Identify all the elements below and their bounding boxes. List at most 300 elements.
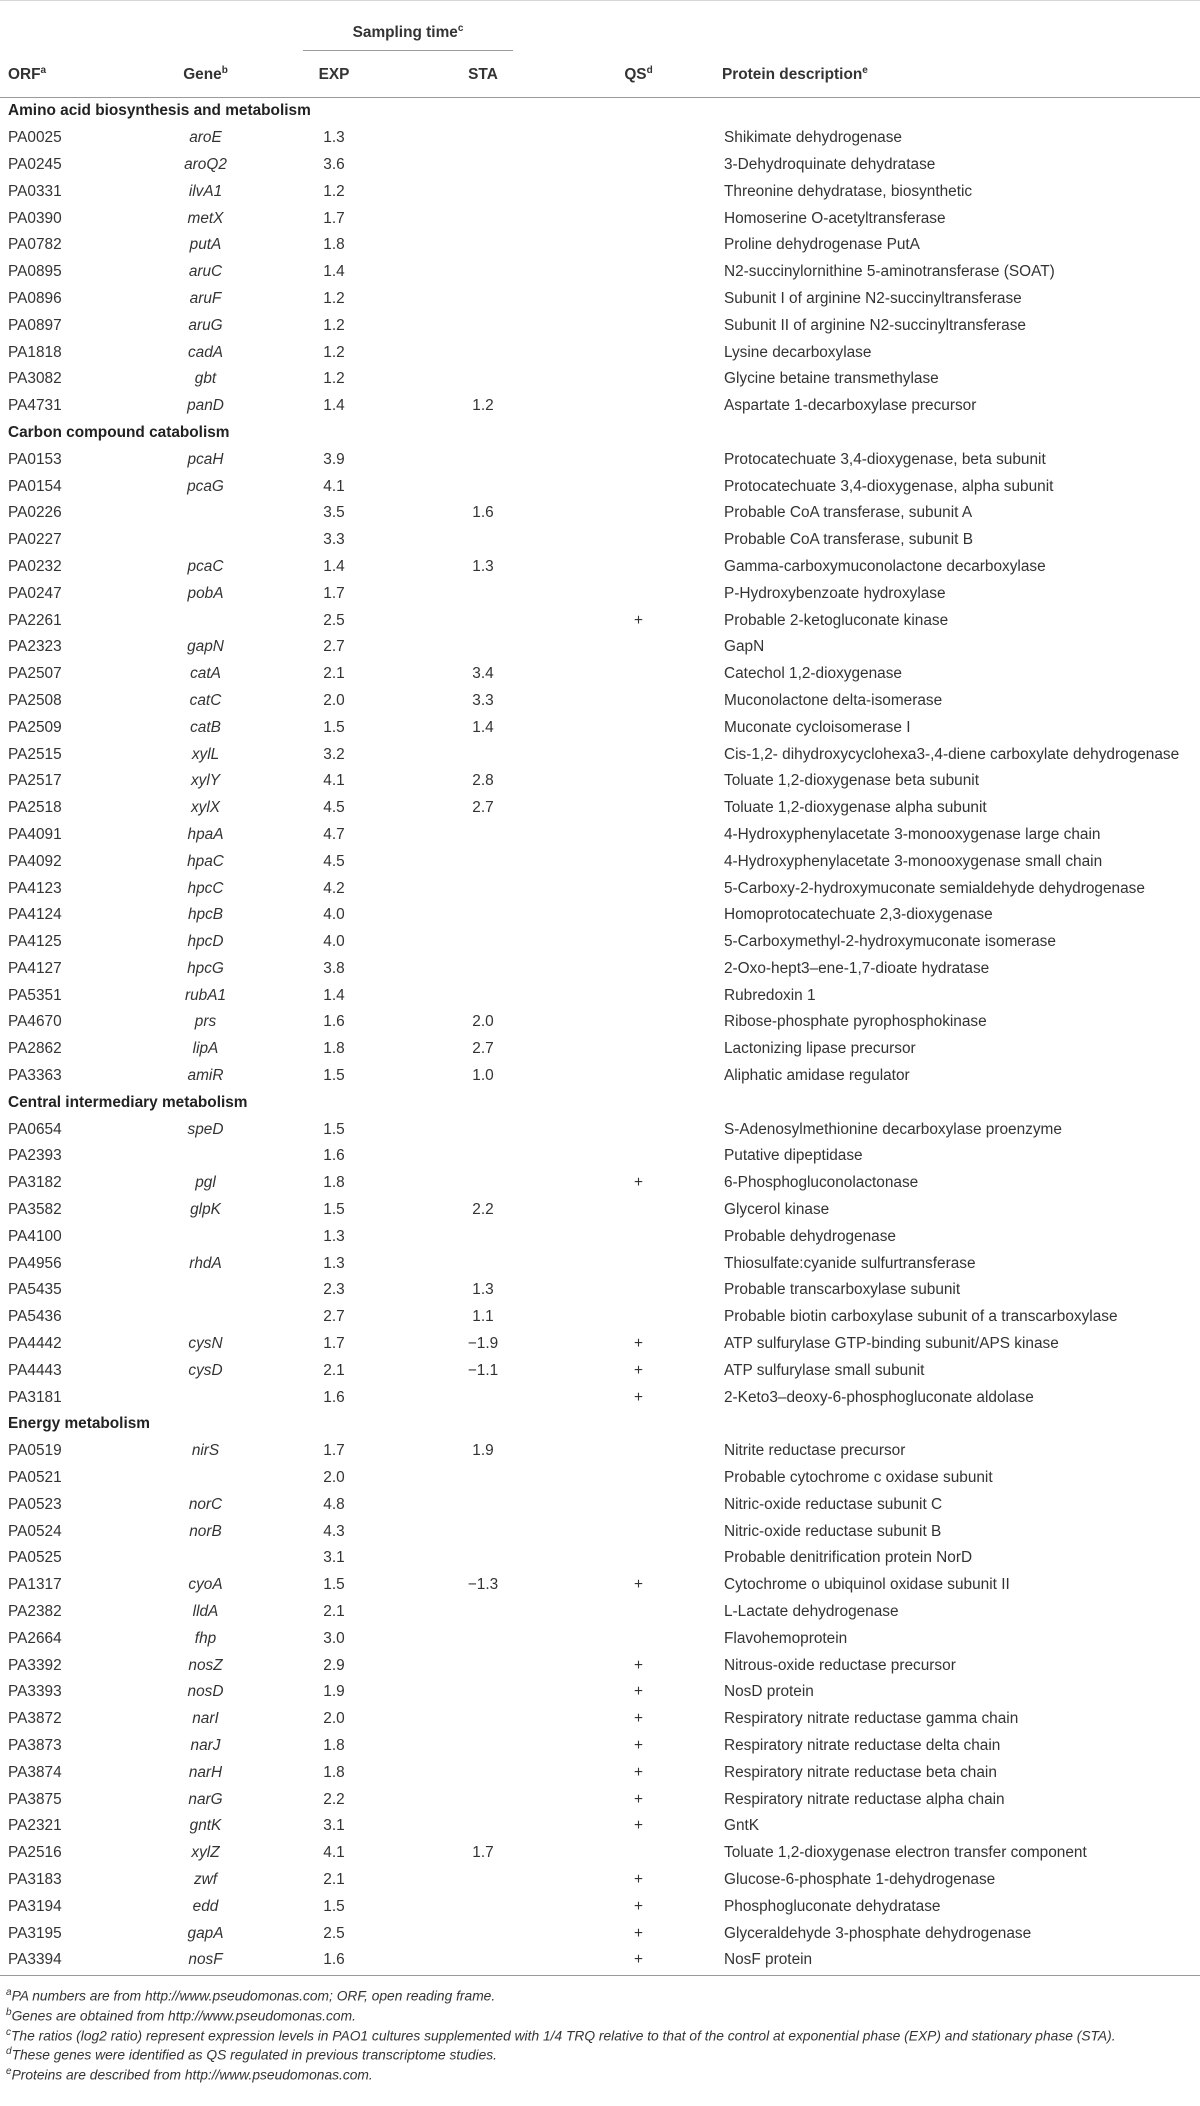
description-cell: Lactonizing lipase precursor: [724, 1040, 916, 1058]
orf-cell: PA4123: [8, 879, 62, 897]
orf-cell: PA0025: [8, 129, 62, 147]
sta-cell: [405, 366, 553, 393]
table-row: [0, 152, 1200, 179]
orf-cell: PA0896: [8, 289, 62, 307]
exp-cell: 1.2: [323, 370, 345, 388]
table-body: [0, 98, 1200, 1974]
sta-cell: [405, 1143, 553, 1170]
description-cell: 4-Hydroxyphenylacetate 3-monooxygenase small chain: [724, 852, 1103, 870]
qs-cell: +: [634, 1870, 643, 1888]
sta-cell: [405, 1223, 553, 1250]
gene-column-header: Gene$^b$: [148, 53, 255, 98]
sta-cell: [405, 1170, 553, 1197]
gene-cell: catA: [190, 665, 221, 683]
gene-cell: lipA: [192, 1040, 219, 1058]
table-row: [0, 848, 1200, 875]
exp-cell: 1.5: [323, 1201, 345, 1219]
exp-cell: 1.2: [323, 182, 345, 200]
gene-cell: hpcD: [187, 933, 224, 951]
gene-cell: nosZ: [188, 1656, 223, 1674]
gene-cell: catB: [190, 718, 221, 736]
qs-cell: [553, 1840, 716, 1867]
table-row: [0, 956, 1200, 983]
description-cell: L-Lactate dehydrogenase: [724, 1603, 899, 1621]
orf-cell: PA5435: [8, 1281, 62, 1299]
qs-cell: [553, 822, 716, 849]
qs-cell: +: [634, 1656, 643, 1674]
orf-cell: PA0227: [8, 531, 62, 549]
orf-cell: PA2393: [8, 1147, 62, 1165]
orf-cell: PA0247: [8, 584, 62, 602]
orf-cell: PA4092: [8, 852, 62, 870]
orf-cell: PA2508: [8, 691, 62, 709]
exp-cell: 1.5: [323, 1120, 345, 1138]
table-row: [0, 1893, 1200, 1920]
sta-cell: [405, 446, 553, 473]
description-cell: S-Adenosylmethionine decarboxylase proenzyme: [724, 1120, 1062, 1138]
qs-cell: +: [634, 1817, 643, 1835]
orf-cell: PA3392: [8, 1656, 62, 1674]
qs-cell: +: [634, 1897, 643, 1915]
gene-cell: xylY: [190, 772, 221, 790]
exp-cell: 1.6: [323, 1013, 345, 1031]
sta-cell: [405, 1116, 553, 1143]
description-cell: Probable dehydrogenase: [724, 1227, 896, 1245]
qs-cell: [553, 1223, 716, 1250]
description-cell: NosF protein: [724, 1951, 813, 1969]
orf-cell: PA3363: [8, 1067, 62, 1085]
sta-cell: [405, 1491, 553, 1518]
sta-cell: [405, 902, 553, 929]
qs-cell: [553, 232, 716, 259]
exp-cell: 1.4: [323, 986, 345, 1004]
gene-cell: pgl: [195, 1174, 216, 1192]
qs-cell: [553, 929, 716, 956]
sta-column-header: STA: [405, 53, 553, 98]
qs-cell: [553, 1491, 716, 1518]
section-row: [0, 1411, 1200, 1438]
description-cell: GapN: [724, 638, 765, 656]
exp-cell: 4.2: [323, 879, 345, 897]
description-cell: 6-Phosphogluconolactonase: [724, 1174, 919, 1192]
qs-cell: +: [634, 1174, 643, 1192]
sta-cell: [405, 1893, 553, 1920]
exp-cell: 1.3: [323, 1227, 345, 1245]
exp-cell: 1.8: [323, 1763, 345, 1781]
description-cell: Glyceraldehyde 3-phosphate dehydrogenase: [724, 1924, 1032, 1942]
orf-cell: PA0654: [8, 1120, 62, 1138]
table-row: [0, 1331, 1200, 1358]
sta-cell: [405, 286, 553, 313]
table-row: [0, 500, 1200, 527]
exp-cell: 3.1: [323, 1549, 345, 1567]
exp-cell: 2.1: [323, 1603, 345, 1621]
table-row: [0, 205, 1200, 232]
exp-cell: 2.1: [323, 1361, 345, 1379]
sta-cell: 2.0: [472, 1013, 494, 1031]
gene-cell: [148, 1384, 255, 1411]
table-row: [0, 1277, 1200, 1304]
sta-cell: [405, 848, 553, 875]
description-cell: Probable CoA transferase, subunit B: [724, 531, 973, 549]
table-header: [0, 1, 1200, 98]
exp-cell: 1.2: [323, 316, 345, 334]
gene-cell: pcaC: [187, 557, 224, 575]
exp-cell: 2.7: [323, 638, 345, 656]
exp-cell: 3.0: [323, 1629, 345, 1647]
orf-cell: PA2321: [8, 1817, 62, 1835]
qs-cell: [553, 446, 716, 473]
description-cell: Rubredoxin 1: [724, 986, 816, 1004]
sta-cell: 3.3: [472, 691, 494, 709]
table-row: [0, 634, 1200, 661]
sta-cell: [405, 929, 553, 956]
description-cell: Nitric-oxide reductase subunit B: [724, 1522, 942, 1540]
qs-cell: [553, 205, 716, 232]
sta-cell: 1.3: [472, 557, 494, 575]
table-row: [0, 661, 1200, 688]
orf-cell: PA3082: [8, 370, 62, 388]
sta-cell: [405, 232, 553, 259]
exp-cell: 1.8: [323, 236, 345, 254]
orf-cell: PA4731: [8, 397, 62, 415]
description-cell: Probable transcarboxylase subunit: [724, 1281, 961, 1299]
footnote: [6, 2065, 1194, 2085]
exp-cell: 4.5: [323, 852, 345, 870]
qs-cell: [553, 1063, 716, 1090]
orf-cell: PA4443: [8, 1361, 62, 1379]
qs-cell: +: [634, 1388, 643, 1406]
sta-cell: [405, 1786, 553, 1813]
gene-cell: aruF: [189, 289, 222, 307]
exp-cell: 1.4: [323, 557, 345, 575]
sta-cell: [405, 152, 553, 179]
gene-cell: cysD: [188, 1361, 223, 1379]
description-cell: Homoserine O-acetyltransferase: [724, 209, 946, 227]
gene-cell: pcaH: [187, 450, 224, 468]
orf-cell: PA2518: [8, 799, 62, 817]
description-cell: Phosphogluconate dehydratase: [724, 1897, 941, 1915]
sta-cell: [405, 178, 553, 205]
orf-cell: PA0245: [8, 155, 62, 173]
table-row: [0, 1063, 1200, 1090]
description-cell: Probable CoA transferase, subunit A: [724, 504, 973, 522]
gene-cell: rhdA: [189, 1254, 222, 1272]
orf-cell: PA0524: [8, 1522, 62, 1540]
gene-cell: xylX: [190, 799, 221, 817]
orf-cell: PA4956: [8, 1254, 62, 1272]
sta-cell: [405, 473, 553, 500]
orf-cell: PA0519: [8, 1442, 62, 1460]
table-row: [0, 607, 1200, 634]
description-cell: Thiosulfate:cyanide sulfurtransferase: [724, 1254, 976, 1272]
sta-cell: 1.3: [472, 1281, 494, 1299]
exp-cell: 1.2: [323, 343, 345, 361]
table-row: [0, 366, 1200, 393]
sta-cell: 1.6: [472, 504, 494, 522]
sta-cell: 1.4: [472, 718, 494, 736]
orf-cell: PA4125: [8, 933, 62, 951]
sta-cell: [405, 1599, 553, 1626]
sta-cell: [405, 875, 553, 902]
orf-cell: PA2509: [8, 718, 62, 736]
exp-cell: 2.3: [323, 1281, 345, 1299]
gene-cell: [148, 607, 255, 634]
table-row: [0, 1813, 1200, 1840]
orf-cell: PA3394: [8, 1951, 62, 1969]
table-row: [0, 1304, 1200, 1331]
description-cell: Respiratory nitrate reductase alpha chain: [724, 1790, 1005, 1808]
sta-cell: [405, 1759, 553, 1786]
table-row: [0, 1733, 1200, 1760]
gene-cell: prs: [194, 1013, 217, 1031]
gene-cell: xylZ: [191, 1844, 220, 1862]
gene-cell: pobA: [187, 584, 224, 602]
exp-cell: 1.7: [323, 1442, 345, 1460]
sta-cell: [405, 1518, 553, 1545]
qs-cell: [553, 1599, 716, 1626]
gene-cell: norC: [188, 1495, 223, 1513]
qs-cell: [553, 286, 716, 313]
orf-cell: PA2507: [8, 665, 62, 683]
description-cell: Probable biotin carboxylase subunit of a transcarboxylase: [724, 1308, 1118, 1326]
qs-cell: [553, 580, 716, 607]
exp-cell: 4.3: [323, 1522, 345, 1540]
qs-cell: [553, 259, 716, 286]
gene-cell: cadA: [187, 343, 224, 361]
section-row: [0, 420, 1200, 447]
table-row: [0, 1143, 1200, 1170]
description-cell: 2-Keto3–deoxy-6-phosphogluconate aldolase: [724, 1388, 1034, 1406]
description-cell: Glycine betaine transmethylase: [724, 370, 939, 388]
table-row: [0, 1465, 1200, 1492]
gene-cell: aruG: [188, 316, 223, 334]
gene-cell: aroQ2: [184, 155, 227, 173]
section-row: [0, 1089, 1200, 1116]
gene-cell: catC: [189, 691, 222, 709]
table-row: [0, 1116, 1200, 1143]
footnote: [6, 2045, 1194, 2065]
exp-cell: 1.8: [323, 1174, 345, 1192]
gene-cell: hpaC: [187, 852, 224, 870]
qs-cell: [553, 1143, 716, 1170]
footnote-text: These genes were identified as QS regulated in previous transcriptome studies.: [11, 2047, 498, 2063]
description-cell: Muconolactone delta-isomerase: [724, 691, 943, 709]
exp-cell: 1.4: [323, 397, 345, 415]
gene-cell: aruC: [188, 263, 223, 281]
gene-cell: cysN: [188, 1335, 223, 1353]
orf-cell: PA2862: [8, 1040, 62, 1058]
exp-cell: 1.9: [323, 1683, 345, 1701]
description-cell: Probable denitrification protein NorD: [724, 1549, 973, 1567]
table-footnotes: [0, 1975, 1200, 2085]
exp-cell: 2.1: [323, 665, 345, 683]
orf-cell: PA0523: [8, 1495, 62, 1513]
orf-cell: PA2517: [8, 772, 62, 790]
table-row: [0, 688, 1200, 715]
exp-cell: 2.0: [323, 1710, 345, 1728]
qs-cell: +: [634, 1361, 643, 1379]
orf-cell: PA0390: [8, 209, 62, 227]
table-row: [0, 286, 1200, 313]
sta-cell: [405, 1920, 553, 1947]
qs-cell: [553, 768, 716, 795]
sta-cell: [405, 205, 553, 232]
exp-cell: 4.7: [323, 825, 345, 843]
table-row: [0, 527, 1200, 554]
table-row: [0, 473, 1200, 500]
table-row: [0, 822, 1200, 849]
gene-cell: ilvA1: [188, 182, 223, 200]
gene-cell: gapA: [187, 1924, 224, 1942]
qs-cell: [553, 1545, 716, 1572]
exp-cell: 2.9: [323, 1656, 345, 1674]
sta-cell: [405, 580, 553, 607]
exp-cell: 3.5: [323, 504, 345, 522]
section-row: [0, 98, 1200, 125]
orf-cell: PA3183: [8, 1870, 62, 1888]
sta-cell: 2.8: [472, 772, 494, 790]
gene-cell: nosF: [188, 1951, 223, 1969]
orf-cell: PA3872: [8, 1710, 62, 1728]
exp-cell: 1.5: [323, 1576, 345, 1594]
qs-cell: +: [634, 1951, 643, 1969]
description-cell: Shikimate dehydrogenase: [724, 129, 902, 147]
exp-cell: 4.8: [323, 1495, 345, 1513]
exp-cell: 4.1: [323, 772, 345, 790]
exp-cell: 2.5: [323, 1924, 345, 1942]
qs-cell: [553, 152, 716, 179]
table-row: [0, 259, 1200, 286]
table-row: [0, 1384, 1200, 1411]
qs-column-header: $QS^d$: [553, 53, 716, 98]
footnote: [6, 2026, 1194, 2046]
gene-cell: narH: [188, 1763, 223, 1781]
table-row: [0, 902, 1200, 929]
sta-cell: [405, 125, 553, 152]
qs-cell: +: [634, 1335, 643, 1353]
orf-cell: PA0154: [8, 477, 62, 495]
gene-cell: [148, 527, 255, 554]
gene-cell: hpaA: [187, 825, 224, 843]
exp-cell: 3.9: [323, 450, 345, 468]
orf-cell: PA3582: [8, 1201, 62, 1219]
section-title: Carbon compound catabolism: [8, 423, 230, 441]
table-row: [0, 393, 1200, 420]
description-cell: ATP sulfurylase GTP-binding subunit/APS kinase: [724, 1335, 1059, 1353]
sta-cell: [405, 822, 553, 849]
description-cell: Aliphatic amidase regulator: [724, 1067, 910, 1085]
table-row: [0, 1867, 1200, 1894]
footnote-text: Genes are obtained from http://www.pseudomonas.com.: [11, 2008, 356, 2024]
description-cell: ATP sulfurylase small subunit: [724, 1361, 925, 1379]
orf-cell: PA0782: [8, 236, 62, 254]
qs-cell: [553, 393, 716, 420]
sta-cell: [405, 634, 553, 661]
gene-cell: nosD: [187, 1683, 224, 1701]
table-row: [0, 1170, 1200, 1197]
gene-cell: lldA: [192, 1603, 219, 1621]
description-cell: Catechol 1,2-dioxygenase: [724, 665, 902, 683]
sta-cell: [405, 1867, 553, 1894]
table-row: [0, 1759, 1200, 1786]
gene-cell: hpcB: [187, 906, 224, 924]
orf-column-header: ORF$^a$: [0, 53, 148, 98]
table-row: [0, 1036, 1200, 1063]
gene-cell: narG: [188, 1790, 223, 1808]
qs-cell: [553, 795, 716, 822]
orf-cell: PA3393: [8, 1683, 62, 1701]
description-cell: Putative dipeptidase: [724, 1147, 863, 1165]
gene-cell: cyoA: [188, 1576, 223, 1594]
qs-cell: [553, 473, 716, 500]
sta-cell: 3.4: [472, 665, 494, 683]
description-cell: Lysine decarboxylase: [724, 343, 872, 361]
table-row: [0, 1518, 1200, 1545]
gene-cell: hpcC: [187, 879, 224, 897]
exp-cell: 1.7: [323, 584, 345, 602]
qs-cell: [553, 1197, 716, 1224]
footnote-text: PA numbers are from http://www.pseudomonas.com; ORF, open reading frame.: [11, 1988, 496, 2004]
description-cell: Respiratory nitrate reductase gamma chain: [724, 1710, 1019, 1728]
orf-cell: PA4442: [8, 1335, 62, 1353]
gene-cell: [148, 1465, 255, 1492]
sta-cell: 1.1: [472, 1308, 494, 1326]
qs-cell: [553, 741, 716, 768]
qs-cell: [553, 902, 716, 929]
sta-cell: 1.2: [472, 397, 494, 415]
qs-cell: [553, 1625, 716, 1652]
gene-cell: edd: [192, 1897, 219, 1915]
description-cell: Nitric-oxide reductase subunit C: [724, 1495, 943, 1513]
table-row: [0, 312, 1200, 339]
exp-cell: 1.5: [323, 1897, 345, 1915]
orf-cell: PA2261: [8, 611, 62, 629]
qs-cell: [553, 956, 716, 983]
table-row: [0, 1625, 1200, 1652]
exp-cell: 2.5: [323, 611, 345, 629]
description-cell: Ribose-phosphate pyrophosphokinase: [724, 1013, 987, 1031]
sta-cell: [405, 312, 553, 339]
orf-cell: PA2382: [8, 1603, 62, 1621]
table-row: [0, 1357, 1200, 1384]
qs-cell: [553, 554, 716, 581]
sta-cell: [405, 956, 553, 983]
gene-cell: putA: [189, 236, 222, 254]
description-cell: Gamma-carboxymuconolactone decarboxylase: [724, 557, 1046, 575]
exp-cell: 1.3: [323, 129, 345, 147]
sta-cell: [405, 1947, 553, 1974]
orf-cell: PA4670: [8, 1013, 62, 1031]
description-cell: Threonine dehydratase, biosynthetic: [724, 182, 973, 200]
exp-cell: 4.0: [323, 933, 345, 951]
description-cell: 5-Carboxy-2-hydroxymuconate semialdehyde dehydrogenase: [724, 879, 1145, 897]
exp-cell: 3.2: [323, 745, 345, 763]
sta-cell: 1.7: [472, 1844, 494, 1862]
gene-cell: [148, 1304, 255, 1331]
sta-cell: −1.3: [467, 1576, 499, 1594]
sta-cell: 2.7: [472, 799, 494, 817]
gene-cell: gapN: [187, 638, 224, 656]
footnote-marker: c: [6, 2026, 11, 2038]
table-row: [0, 1786, 1200, 1813]
qs-cell: +: [634, 1924, 643, 1942]
sta-cell: [405, 1679, 553, 1706]
sta-cell: [405, 339, 553, 366]
description-cell: Toluate 1,2-dioxygenase alpha subunit: [724, 799, 987, 817]
table-row: [0, 1438, 1200, 1465]
qs-cell: [553, 339, 716, 366]
